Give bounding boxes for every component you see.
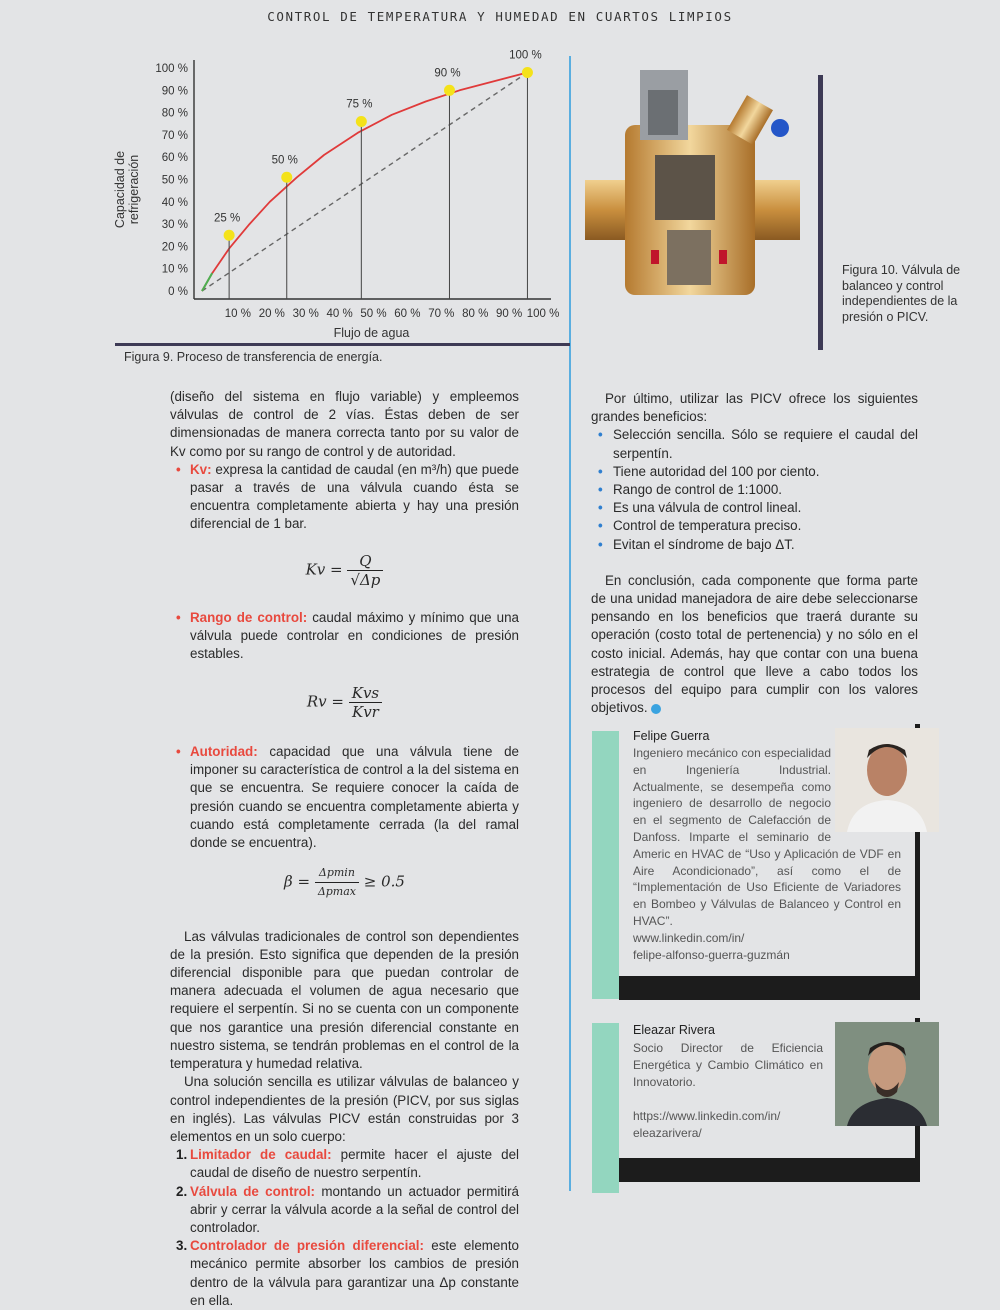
- author2-box: [619, 1018, 920, 1182]
- bullet-rango: [170, 609, 519, 664]
- marker-label: 100 %: [509, 49, 542, 62]
- marker-point: [281, 172, 292, 183]
- y-tick-label: 40 %: [161, 196, 188, 209]
- x-tick-label: 40 %: [326, 308, 353, 320]
- autoridad-definition: capacidad que una válvula tiene de imponer su característica de control a la del sistema en que se encuentra. Se requiere conocer la caída de presión cuando se encuentra completamente abierta y cuando está completamente cerrada (la del ramal donde se encuentra).: [190, 744, 519, 851]
- formula-beta-lhs: β =: [284, 872, 315, 891]
- author2-accent: [592, 1023, 619, 1193]
- formula-rv-lhs: Rv =: [306, 692, 349, 711]
- marker-point: [224, 230, 235, 241]
- marker-label: 25 %: [214, 212, 241, 225]
- x-tick-label: 70 %: [428, 308, 455, 320]
- energy-transfer-chart: [100, 48, 570, 340]
- author1-link-line1[interactable]: www.linkedin.com/in/: [633, 931, 745, 945]
- figure10-bar: [818, 75, 823, 350]
- left-column: [170, 388, 519, 1310]
- figure9-caption: Figura 9. Proceso de transferencia de energía.: [124, 350, 383, 364]
- y-tick-label: 0 %: [168, 286, 188, 298]
- list-item: • Tiene autoridad del 100 por ciento.: [591, 463, 918, 481]
- y-tick-label: 90 %: [161, 85, 188, 98]
- author2-portrait-icon: [835, 1022, 939, 1126]
- formula-beta-den: Δpmax: [317, 885, 356, 899]
- formula-rv-den: Kvr: [352, 702, 379, 721]
- list-item: • Rango de control de 1:1000.: [591, 481, 918, 499]
- formula-kv-num: Q: [347, 552, 383, 571]
- paragraph-conclusion: En conclusión, cada componente que forma parte de una unidad manejadora de aire debe seleccionarse pensando en los beneficios que traerá durante su operación (costo total de pertenencia) y no sólo en el costo inicial. Además, hay que contar con una buena estrategia de control que lleve a cabo todos los procesos del equipo para cumplir con los valores objetivos.: [591, 572, 918, 716]
- y-tick-label: 80 %: [161, 107, 188, 120]
- marker-label: 75 %: [346, 98, 373, 111]
- rango-definition: caudal máximo y mínimo que una válvula puede controlar en condiciones de presión estables.: [190, 610, 519, 662]
- x-tick-label: 20 %: [258, 308, 285, 320]
- x-tick-label: 60 %: [394, 308, 421, 320]
- y-tick-label: 10 %: [161, 263, 188, 276]
- x-tick-label: 100 %: [526, 308, 560, 320]
- author1-box: [619, 724, 920, 1000]
- formula-beta-num: Δpmin: [315, 864, 359, 883]
- x-tick-label: 50 %: [360, 308, 387, 320]
- author1-name: Felipe Guerra: [633, 729, 710, 743]
- x-tick-label: 80 %: [462, 308, 489, 320]
- y-tick-label: 100 %: [155, 63, 188, 75]
- lower-cartridge: [667, 230, 711, 285]
- marker-label: 90 %: [434, 67, 461, 80]
- red-seal-left: [651, 250, 659, 264]
- author2-link-line1[interactable]: https://www.linkedin.com/in/: [633, 1109, 781, 1123]
- paragraph-intro: (diseño del sistema en flujo variable) y empleemos válvulas de control de 2 vías. Éstas deben de ser dimensionadas de manera correcta tanto por su valor de Kv como por su rango de control y de autoridad.: [170, 389, 519, 459]
- author2-name: Eleazar Rivera: [633, 1023, 715, 1037]
- marker-point: [522, 67, 533, 78]
- figure10-caption: Figura 10. Válvula de balanceo y control independientes de la presión o PICV.: [842, 263, 961, 324]
- y-tick-label: 30 %: [161, 219, 188, 232]
- author1-bio: Ingeniero mecánico con especialidad en Ingeniería Industrial. Actualmente, se desempeña como ingeniero de desarrollo de negocio en el segmento de Calefacción de Danfoss. Imparte el seminario de Americ en HVAC de “Uso y Aplicación de VDF en Aire Acondicionado”, así como el de “Implementación de Uso Eficiente de Variadores en Bombeo y Válvulas de Balanceo y Control en HVAC”.: [633, 746, 901, 928]
- list-item: • Selección sencilla. Sólo se requiere el caudal del serpentín.: [591, 426, 918, 462]
- bullet-kv: [170, 461, 519, 534]
- formula-rv: [170, 684, 519, 721]
- x-tick-label: 30 %: [292, 308, 319, 320]
- formula-kv-lhs: Kv =: [305, 560, 348, 579]
- paragraph-solution: Una solución sencilla es utilizar válvulas de balanceo y control independientes de la presión (PICV, por sus siglas en inglés). Las válvulas PICV están construidas por 3 elementos en un solo cuerpo:: [170, 1074, 519, 1144]
- author2-link-line2[interactable]: eleazarivera/: [633, 1126, 702, 1140]
- paragraph-traditional: Las válvulas tradicionales de control son dependientes de la presión. Esto significa que dependen de la presión diferencial disponible para que puedan controlar de manera adecuada el volumen de agua necesario que requiere el serpentín. Si no se cuenta con un componente que nos garantice una presión diferencial constante en nuestro sistema, se tendrán problemas en el control de la temperatura y humedad relativa.: [170, 928, 519, 1072]
- formula-kv: [170, 552, 519, 589]
- x-tick-label: 90 %: [495, 308, 523, 320]
- kv-definition: expresa la cantidad de caudal (en m³/h) que puede pasar a través de una válvula cuando ésta se encuentra completamente abierta y hay una presión diferencial de 1 bar.: [190, 461, 519, 532]
- marker-point: [356, 116, 367, 127]
- cutaway-section: [655, 155, 715, 220]
- y-tick-label: 70 %: [161, 129, 188, 142]
- y-tick-label: 50 %: [161, 174, 188, 187]
- formula-rv-num: Kvs: [349, 684, 382, 703]
- formula-kv-den: √Δp: [350, 570, 381, 589]
- x-tick-label: 10 %: [224, 308, 252, 320]
- author2-bio: Socio Director de Eficiencia Energética y Cambio Climático en Innovatorio.: [633, 1041, 823, 1089]
- marker-point: [444, 85, 455, 96]
- author2-photo: [835, 1022, 939, 1126]
- y-tick-label: 20 %: [161, 241, 188, 254]
- formula-beta-rhs: ≥ 0.5: [359, 872, 405, 891]
- list-item: • Control de temperatura preciso.: [591, 517, 918, 535]
- term-kv: Kv:: [190, 461, 212, 477]
- marker-label: 50 %: [271, 154, 298, 167]
- running-title: CONTROL DE TEMPERATURA Y HUMEDAD EN CUARTOS LIMPIOS: [267, 9, 733, 24]
- list-item: • Evitan el síndrome de bajo ΔT.: [591, 536, 918, 554]
- y-axis-label-line2: refrigeración: [127, 154, 141, 225]
- y-tick-label: 60 %: [161, 152, 188, 165]
- term-rango: Rango de control:: [190, 610, 308, 626]
- right-column: [591, 390, 918, 717]
- benefits-intro: Por último, utilizar las PICV ofrece los siguientes grandes beneficios:: [591, 391, 918, 425]
- list-item: • Es una válvula de control lineal.: [591, 499, 918, 517]
- picv-valve-image: [585, 70, 800, 315]
- spring-housing: [648, 90, 678, 135]
- y-axis-label-line1: Capacidad de: [113, 150, 127, 229]
- red-seal-right: [719, 250, 727, 264]
- list-item: 3. Controlador de presión diferencial: este elemento mecánico permite absorber los cambios de presión dentro de la válvula para garantizar una Δp constante en ella.: [176, 1238, 519, 1308]
- formula-beta: [170, 864, 519, 901]
- blue-cap: [771, 119, 789, 137]
- end-mark-icon: [651, 704, 661, 714]
- author1-accent: [592, 731, 619, 999]
- x-axis-label: Flujo de agua: [333, 326, 410, 340]
- list-item: 1. Limitador de caudal: permite hacer el ajuste del caudal de diseño de nuestro serpentín.: [176, 1147, 520, 1181]
- term-autoridad: Autoridad:: [190, 744, 258, 760]
- bullet-autoridad: [170, 743, 519, 852]
- list-item: 2. Válvula de control: montando un actuador permitirá abrir y cerrar la válvula acorde a la señal de control del controlador.: [176, 1183, 520, 1235]
- author1-link-line2[interactable]: felipe-alfonso-guerra-guzmán: [633, 948, 790, 962]
- curve-start-segment: [202, 273, 212, 291]
- photo-spacer: [831, 745, 901, 837]
- figure9-rule: [115, 343, 570, 346]
